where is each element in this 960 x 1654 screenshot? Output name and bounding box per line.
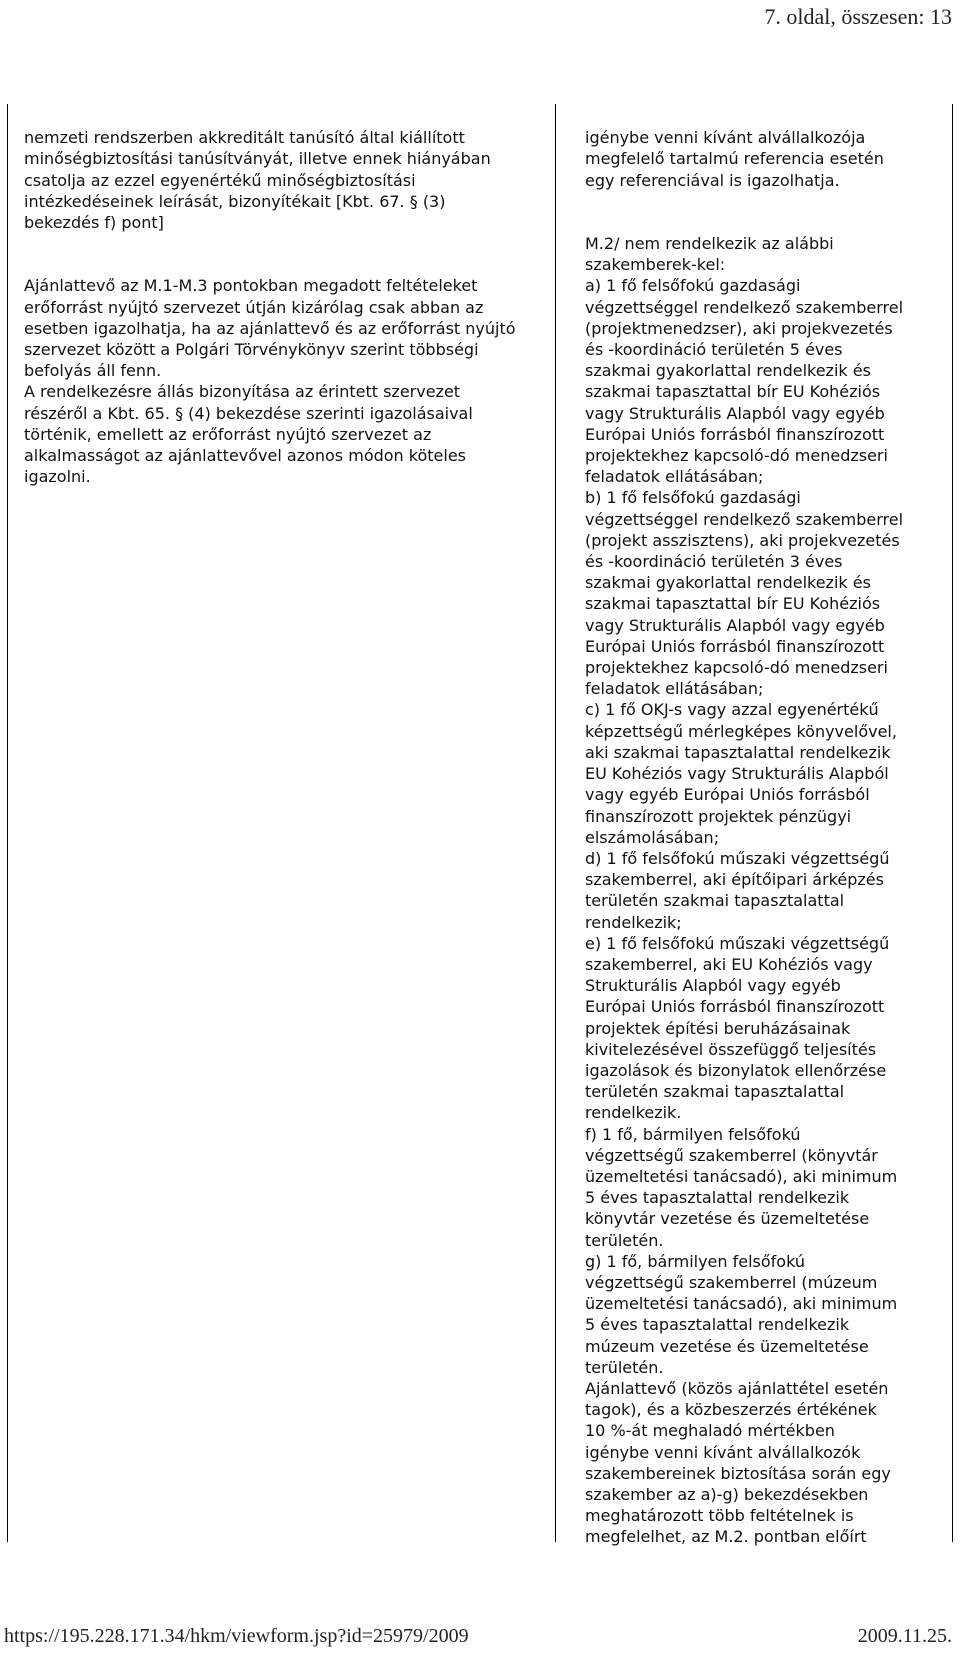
m2-requirements-paragraph: M.2/ nem rendelkezik az alábbi szakemberek-kel: a) 1 fő felsőfokú gazdasági végzettséggel rendelkező szakemberrel (projektmenedzser), aki projekvezetés és -koordináció területén 5 éves szakmai gyakorlattal rendelkezik és szakmai tapasztattal bír EU Kohéziós vagy Strukturális Alapból vagy egyéb Európai Uniós forrásból finanszírozott projektekhez kapcsoló-dó menedzseri feladatok ellátásában; b) 1 fő felsőfokú gazdasági végzettséggel rendelkező szakemberrel (projekt asszisztens), aki projekvezetés és -koordináció területén 3 éves szakmai gyakorlattal rendelkezik és szakmai tapasztattal bír EU Kohéziós vagy Strukturális Alapból vagy egyéb Európai Uniós forrásból finanszírozott projektekhez kapcsoló-dó menedzseri feladatok ellátásában; c) 1 fő OKJ-s vagy azzal egyenértékű képzettségű mérlegképes könyvelővel, aki szakmai tapasztalattal rendelkezik EU Kohéziós vagy Strukturális Alapból vagy egyéb Európai Uniós forrásból finanszírozott projektek pénzügyi elszámolásában; d) 1 fő felsőfokú műszaki végzettségű szakemberrel, aki építőipari árképzés területén szakmai tapasztalattal rendelkezik; e) 1 fő felsőfokú műszaki végzettségű szakemberrel, aki EU Kohéziós vagy Strukturális Alapból vagy egyéb Európai Uniós forrásból finanszírozott projektek építési beruházásainak kivitelezésével összefüggő teljesítés igazolások és bizonylatok ellenőrzése területén szakmai tapasztalattal rendelkezik. f) 1 fő, bármilyen felsőfokú végzettségű szakemberrel (könyvtár üzemeltetési tanácsadó), aki minimum 5 éves tapasztalattal rendelkezik könyvtár vezetése és üzemeltetése területén. g) 1 fő, bármilyen felsőfokú végzettségű szakemberrel (múzeum üzemeltetési tanácsadó), aki minimum 5 éves tapasztalattal rendelkezik múzeum vezetése és üzemeltetése területén. Ajánlattevő (közös ajánlattétel esetén tagok), és a közbeszerzés értékének 10 %-át meghaladó mértékben igénybe venni kívánt alvállalkozók szakembereinek biztosítása során egy szakember az a)-g) bekezdésekben meghatározott több feltételnek is megfelelhet, az M.2. pontban előírt	[585, 234, 904, 1547]
certification-paragraph: nemzeti rendszerben akkreditált tanúsító által kiállított minőségbiztosítási tanúsítványát, illetve ennek hiányában csatolja az ezzel egyenértékű minőségbiztosítási intézkedéseinek leírását, bizonyítékait [Kbt. 67. § (3) bekezdés f) pont]	[24, 128, 491, 233]
footer-date: 2009.11.25.	[857, 1625, 952, 1647]
table-border-middle	[555, 104, 556, 1542]
table-border-right	[952, 104, 953, 1542]
footer-url: https://195.228.171.34/hkm/viewform.jsp?id=25979/2009	[4, 1625, 469, 1647]
page-number-label: 7. oldal, összesen: 13	[764, 4, 952, 29]
subcontractor-reference-paragraph: igénybe venni kívánt alvállalkozója megfelelő tartalmú referencia esetén egy referenciával is igazolhatja.	[585, 128, 884, 190]
right-text-column	[585, 106, 947, 1569]
resource-provider-paragraph: Ajánlattevő az M.1-M.3 pontokban megadott feltételeket erőforrást nyújtó szervezet útján kizárólag csak abban az esetben igazolhatja, ha az ajánlattevő és az erőforrást nyújtó szervezet között a Polgári Törvénykönyv szerint többségi befolyás áll fenn. A rendelkezésre állás bizonyítása az érintett szervezet részéről a Kbt. 65. § (4) bekezdése szerinti igazolásaival történik, emellett az erőforrást nyújtó szervezet az alkalmasságot az ajánlattevővel azonos módon köteles igazolni.	[24, 276, 516, 487]
page-footer	[0, 1625, 960, 1653]
left-text-column	[24, 106, 549, 509]
table-border-left	[7, 104, 8, 1542]
